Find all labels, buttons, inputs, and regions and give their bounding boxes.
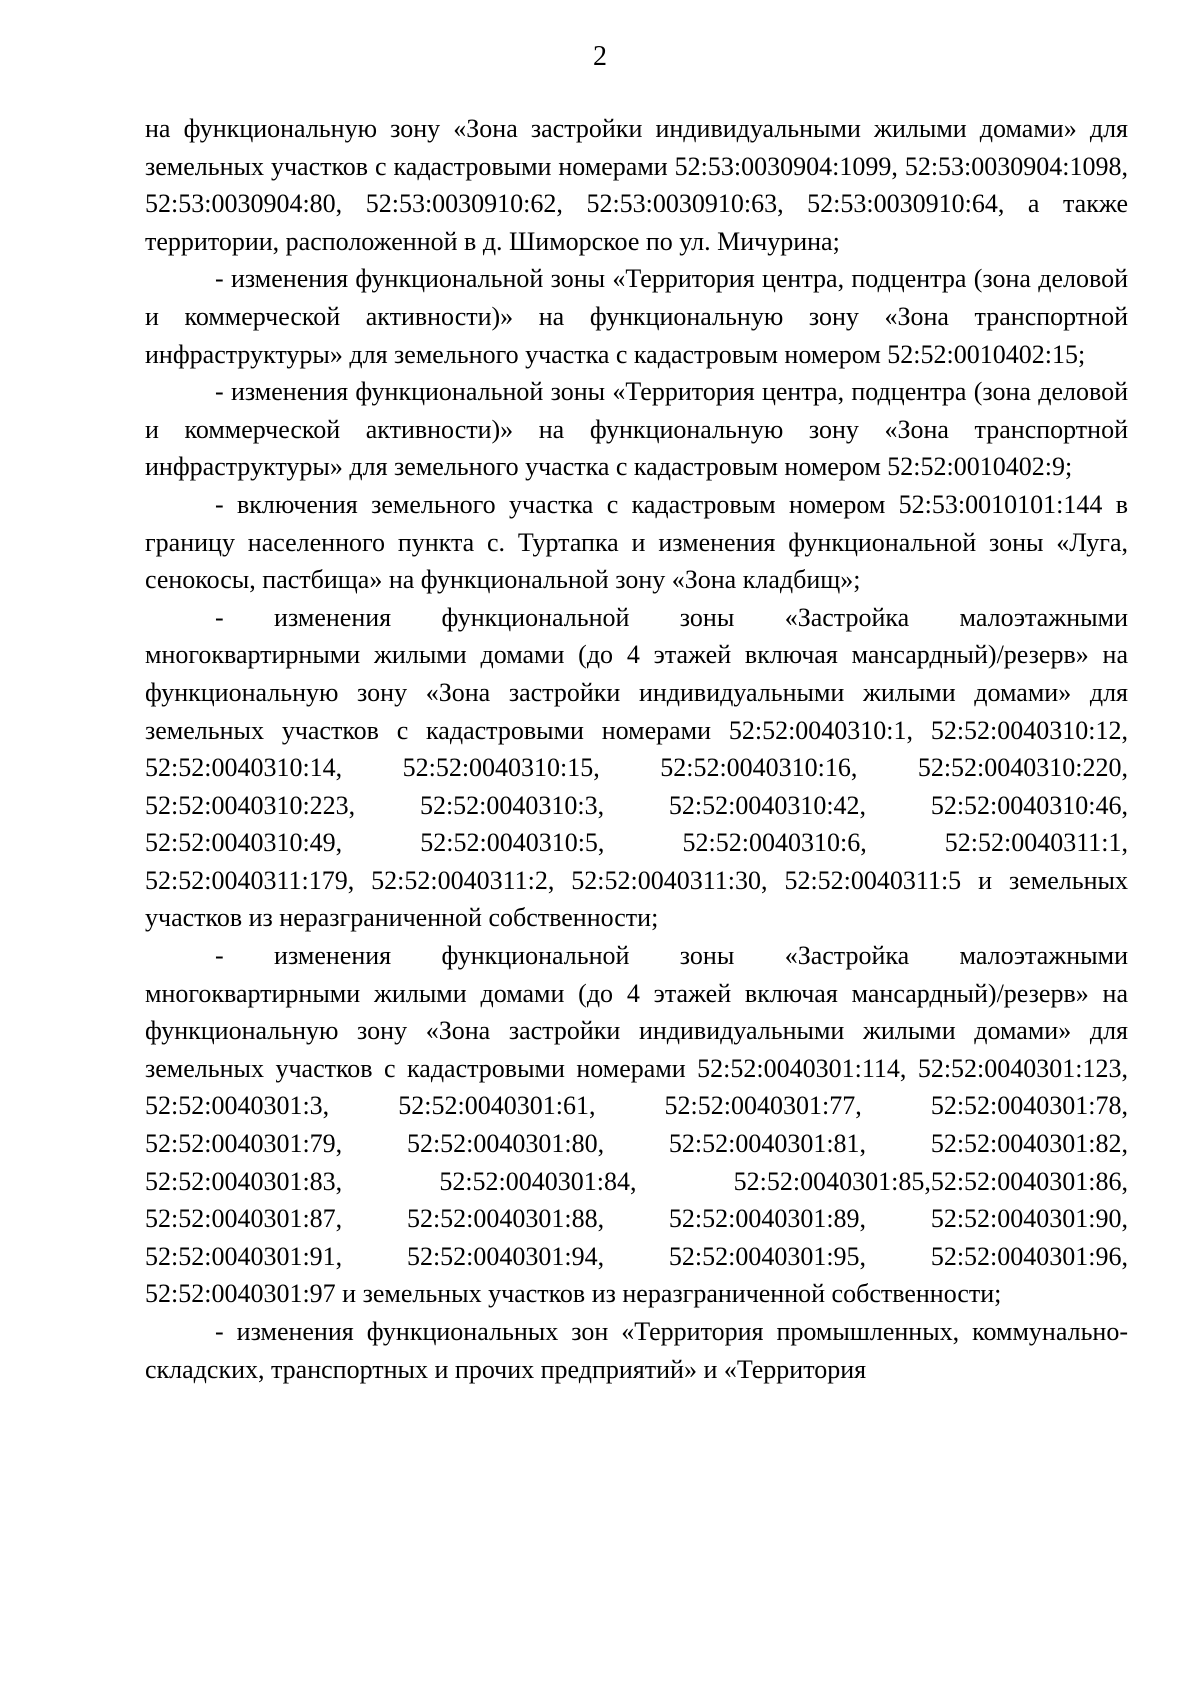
paragraph-zone-change-2: - изменения функциональной зоны «Территория центра, подцентра (зона деловой и коммерческой активности)» на функциональную зону «Зона транспортной инфраструктуры» для земельного участка с кадастровым номером 52:52:0010402:9; bbox=[145, 377, 1128, 482]
paragraph-zone-change-4: - изменения функциональной зоны «Застройка малоэтажными многоквартирными жилыми домами (до 4 этажей включая мансардный)/резерв» на функциональную зону «Зона застройки индивидуальными жилыми домами» для земельных участков с кадастровыми номерами 52:52:0040301:114, 52:52:0040301:123, 52:52:0040301:3, 52:52:0040301:61, 52:52:0040301:77, 52:52:0040301:78, 52:52:0040301:79, 52:52:0040301:80, 52:52:0040301:81, 52:52:0040301:82, 52:52:0040301:83, 52:52:0040301:84, 52:52:0040301:85,52:52:0040301:86, 52:52:0040301:87, 52:52:0040301:88, 52:52:0040301:89, 52:52:0040301:90, 52:52:0040301:91, 52:52:0040301:94, 52:52:0040301:95, 52:52:0040301:96, 52:52:0040301:97 и земельных участков из неразграниченной собственности; bbox=[145, 941, 1128, 1309]
paragraph-continuation: на функциональную зону «Зона застройки индивидуальными жилыми домами» для земельных участков с кадастровыми номерами 52:53:0030904:1099, 52:53:0030904:1098, 52:53:0030904:80, 52:53:0030910:62, 52:53:0030910:63, 52:53:0030910:64, а также территории, расположенной в д. Шиморское по ул. Мичурина; bbox=[145, 114, 1128, 256]
paragraph-zone-change-1: - изменения функциональной зоны «Территория центра, подцентра (зона деловой и коммерческой активности)» на функциональную зону «Зона транспортной инфраструктуры» для земельного участка с кадастровым номером 52:52:0010402:15; bbox=[145, 264, 1128, 369]
paragraph-land-inclusion: - включения земельного участка с кадастровым номером 52:53:0010101:144 в границу населенного пункта с. Туртапка и изменения функциональной зоны «Луга, сенокосы, пастбища» на функциональной зону «Зона кладбищ»; bbox=[145, 489, 1128, 595]
page-number: 2 bbox=[593, 41, 607, 72]
paragraph-zone-change-5: - изменения функциональных зон «Территория промышленных, коммунально-складских, транспортных и прочих предприятий» и «Территория bbox=[145, 1317, 1128, 1384]
paragraph-zone-change-3: - изменения функциональной зоны «Застройка малоэтажными многоквартирными жилыми домами (до 4 этажей включая мансардный)/резерв» на функциональную зону «Зона застройки индивидуальными жилыми домами» для земельных участков с кадастровыми номерами 52:52:0040310:1, 52:52:0040310:12, 52:52:0040310:14, 52:52:0040310:15, 52:52:0040310:16, 52:52:0040310:220, 52:52:0040310:223, 52:52:0040310:3, 52:52:0040310:42, 52:52:0040310:46, 52:52:0040310:49, 52:52:0040310:5, 52:52:0040310:6, 52:52:0040311:1, 52:52:0040311:179, 52:52:0040311:2, 52:52:0040311:30, 52:52:0040311:5 и земельных участков из неразграниченной собственности; bbox=[145, 602, 1128, 933]
document-body bbox=[145, 110, 1128, 1388]
